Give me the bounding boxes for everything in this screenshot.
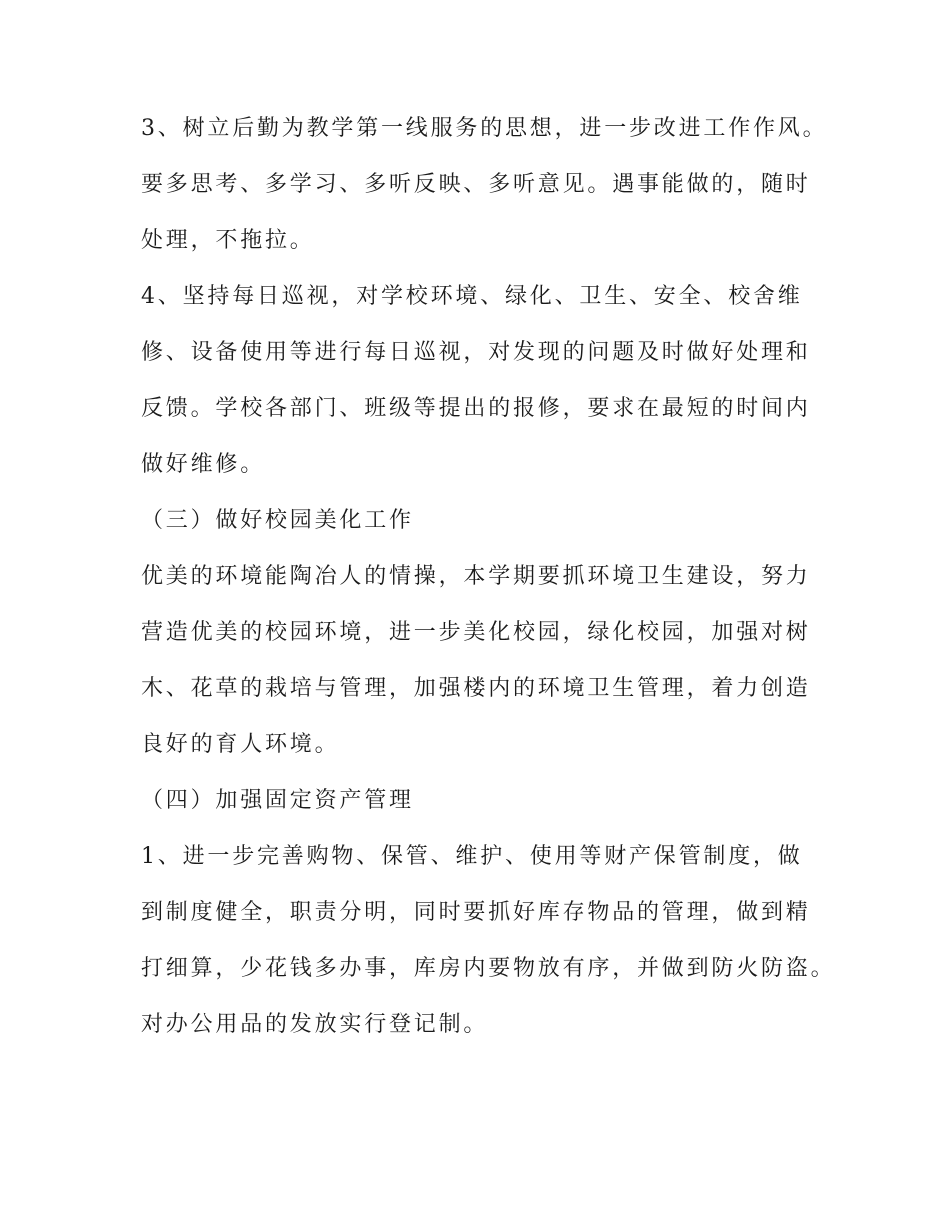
- paragraph-3-line-3: 处理，不拖拉。: [141, 228, 315, 253]
- paragraph-3-line-2: 要多思考、多学习、多听反映、多听意见。遇事能做的，随时: [141, 172, 811, 197]
- assets-line-4: 对办公用品的发放实行登记制。: [141, 1012, 489, 1037]
- assets-line-3: 打细算，少花钱多办事，库房内要物放有序，并做到防火防盗。: [141, 956, 836, 981]
- section-heading-3: （三）做好校园美化工作: [141, 508, 414, 533]
- beautification-line-3: 木、花草的栽培与管理，加强楼内的环境卫生管理，着力创造: [141, 676, 811, 701]
- paragraph-3-line-1: 3、树立后勤为教学第一线服务的思想，进一步改进工作作风。: [141, 116, 828, 141]
- assets-line-1: 1、进一步完善购物、保管、维护、使用等财产保管制度，做: [141, 844, 803, 869]
- beautification-line-4: 良好的育人环境。: [141, 732, 340, 757]
- paragraph-4-line-4: 做好维修。: [141, 452, 266, 477]
- paragraph-4-line-1: 4、坚持每日巡视，对学校环境、绿化、卫生、安全、校舍维: [141, 284, 803, 309]
- paragraph-4-line-3: 反馈。学校各部门、班级等提出的报修，要求在最短的时间内: [141, 396, 811, 421]
- beautification-line-1: 优美的环境能陶冶人的情操，本学期要抓环境卫生建设，努力: [141, 564, 811, 589]
- section-heading-4: （四）加强固定资产管理: [141, 788, 414, 813]
- assets-line-2: 到制度健全，职责分明，同时要抓好库存物品的管理，做到精: [141, 900, 811, 925]
- paragraph-4-line-2: 修、设备使用等进行每日巡视，对发现的问题及时做好处理和: [141, 340, 811, 365]
- beautification-line-2: 营造优美的校园环境，进一步美化校园，绿化校园，加强对树: [141, 620, 811, 645]
